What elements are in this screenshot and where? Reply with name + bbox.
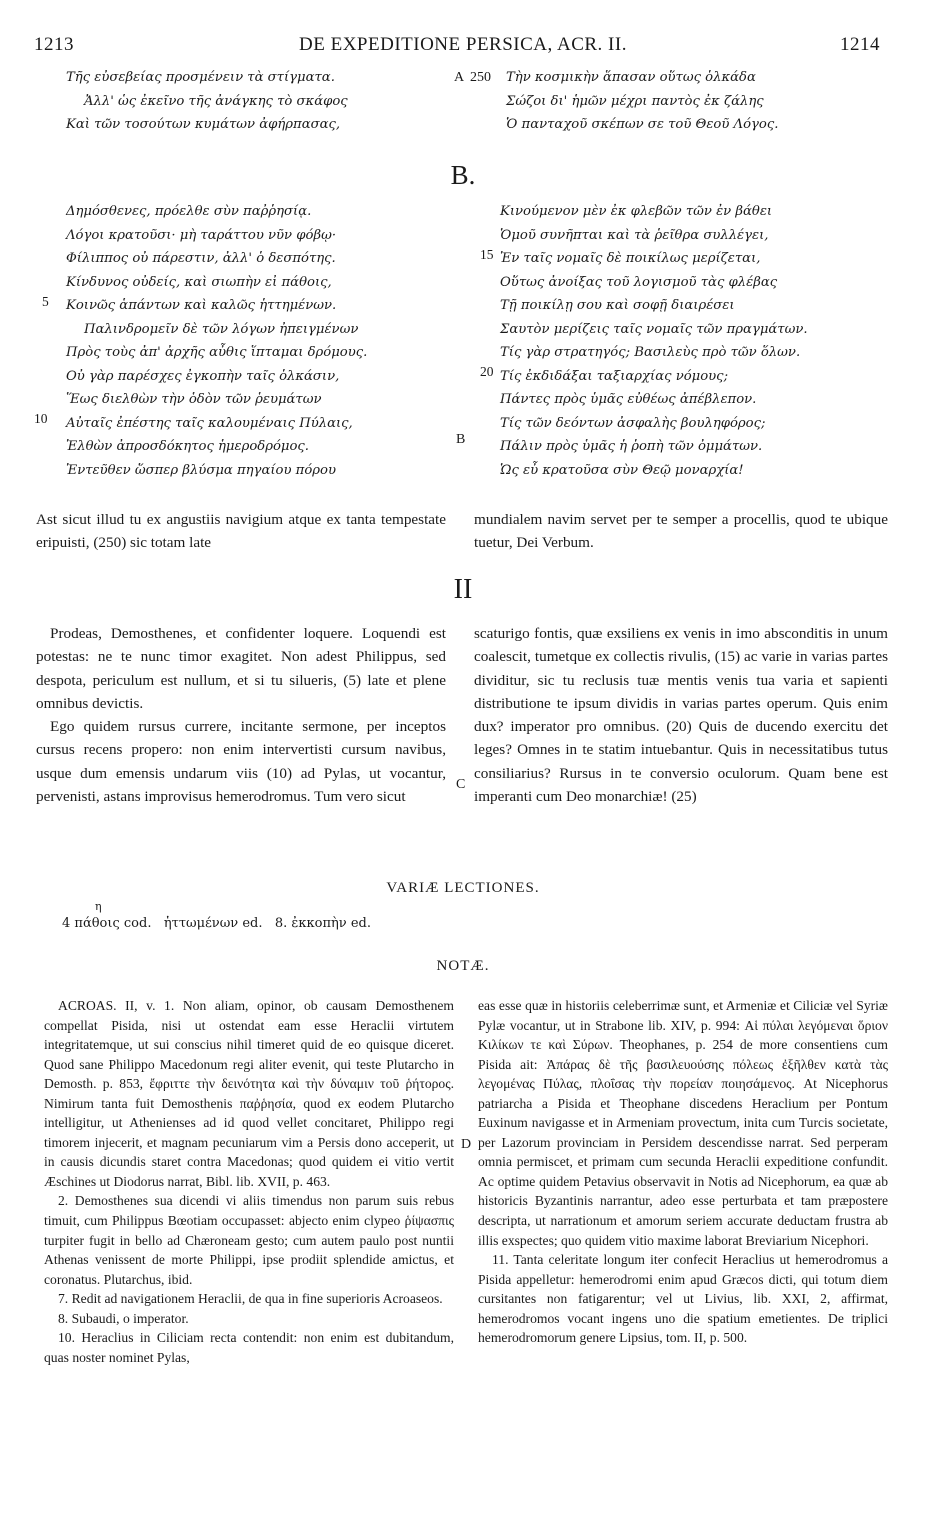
line-number-250: 250 — [470, 70, 491, 85]
verse-line: Κίνδυνος οὐδείς, καὶ σιωπὴν εἰ πάθοις, — [66, 274, 332, 290]
b-greek-left — [66, 200, 466, 482]
verse-line: Ἐλθὼν ἀπροσδόκητος ἡμεροδρόμος. — [66, 439, 309, 454]
latin-paragraph: Ego quidem rursus currere, incitante sermone, per inceptos cursus recens propero: non enim intervertisti cursum navibus, usque dum emensis undarum viis (10) ad Pylas, ut vocantur, pervenisti, astans improvisus hemerodromus. Tum vero sicut — [36, 718, 446, 806]
note-paragraph: 7. Redit ad navigationem Heraclii, de qua in fine superioris Acroaseos. — [58, 1291, 443, 1307]
verse-line: Ὁ πανταχοῦ σκέπων σε τοῦ Θεοῦ Λόγος. — [506, 117, 779, 132]
verse-line: Τὴν κοσμικὴν ἅπασαν οὕτως ὁλκάδα — [506, 70, 756, 85]
verse-line: Σώζοι δι' ἡμῶν μέχρι παντὸς ἐκ ζάλης — [506, 93, 764, 109]
left-page-number: 1213 — [34, 34, 74, 55]
running-title: DE EXPEDITIONE PERSICA, ACR. II. — [299, 34, 627, 55]
verse-line: Ἕως διελθὼν τὴν ὁδὸν τῶν ῥευμάτων — [66, 392, 322, 407]
margin-letter-a: A — [454, 70, 465, 85]
notae-heading: NOTÆ. — [436, 958, 490, 974]
verse-line: Οὕτως ἀνοίξας τοῦ λογισμοῦ τὰς φλέβας — [500, 274, 778, 290]
note-paragraph: ACROAS. II, v. 1. Non aliam, opinor, ob causam Demosthenem compellat Pisida, nisi ut ostendat eam esse Heraclii virtutem integritatemque, ut sui conscius nihil timeret quid de eo quisque diceret. Quod sane Philippo Macedonum regi aliter evenit, qui teste Plutarcho in Demosth. p. 853, ἔφριττε τὴν δεινότητα καὶ τὴν δύναμιν τοῦ ῥήτορος. Nimirum tanta fuit Demosthenis παῤῥησία, quod ex eodem Plutarcho intelligitur, ut Athenienses ad id quod vellet concitaret, Philippo regi timorem injecerit, et magnam pecuniarum vim a Persis dono acceperit, ut in causis dicundis staret contra Macedonas; quod quidem ei vitio vertit Æschines ut Diodorus narrat, Bibl. lib. XVII, p. 463. — [44, 998, 454, 1189]
verse-line: Ἀλλ' ὡς ἐκεῖνο τῆς ἀνάγκης τὸ σκάφος — [84, 93, 348, 109]
margin-letter-c: C — [456, 777, 466, 792]
top-greek-right — [506, 66, 906, 137]
verse-line: Κινούμενον μὲν ἐκ φλεβῶν τῶν ἐν βάθει — [500, 204, 773, 219]
notes-right-column — [478, 996, 888, 1348]
verse-line: Πάντες πρὸς ὑμᾶς εὐθέως ἀπέβλεπον. — [500, 392, 757, 407]
b-greek-right — [500, 200, 910, 482]
verse-line: Αὐταῖς ἐπέστης ταῖς καλουμέναις Πύλαις, — [66, 415, 353, 431]
verse-line: Φίλιππος οὐ πάρεστιν, ἀλλ' ὁ δεσπότης. — [66, 251, 336, 266]
latin-top-right: mundialem navim servet per te semper a procellis, quod te ubique tuetur, Dei Verbum. — [474, 511, 888, 552]
section-heading-b: B. — [450, 160, 476, 190]
verse-line: Τίς γὰρ στρατηγός; Βασιλεὺς πρὸ τῶν ὅλων. — [500, 345, 801, 360]
verse-line: Ἐν ταῖς νομαῖς δὲ ποικίλως μερίζεται, — [500, 251, 761, 266]
latin-ii-left — [36, 622, 446, 808]
margin-letter-d: D — [461, 1137, 472, 1152]
verse-line: Ὁμοῦ συνῆπται καὶ τὰ ῥεῖθρα συλλέγει, — [500, 227, 769, 243]
verse-line: Τῇ ποικίλῃ σου καὶ σοφῇ διαιρέσει — [500, 298, 735, 313]
verse-line: Τίς τῶν δεόντων ἀσφαλὴς βουληφόρος; — [500, 415, 766, 431]
note-paragraph: 11. Tanta celeritate longum iter confecit Heraclius ut hemerodromus a Pisida appelletur: hemerodromi enim apud Græcos dicti, qui totum diem cursitantes non fatigarentur; vel ut Livius, lib. XXI, 2, affirmat, hemerodromos vocant ingens uno die spatium emetientes. De triplici hemerodromorum genere Lipsius, tom. II, p. 500. — [478, 1252, 888, 1346]
latin-top-left: Ast sicut illud tu ex angustiis navigium atque ex tanta tempestate eripuisti, (250) sic totam late — [36, 511, 446, 552]
line-number-15: 15 — [480, 247, 494, 262]
verse-line: Πρὸς τοὺς ἀπ' ἀρχῆς αὖθις ἵπταμαι δρόμους. — [66, 345, 368, 360]
notes-left-column — [44, 996, 454, 1367]
verse-line: Πάλιν πρὸς ὑμᾶς ἡ ῥοπὴ τῶν ὀμμάτων. — [500, 439, 763, 454]
verse-line: Λόγοι κρατοῦσι· μὴ ταράττου νῦν φόβῳ· — [66, 227, 337, 243]
line-number-20: 20 — [480, 364, 494, 379]
note-paragraph: 10. Heraclius in Ciliciam recta contendit: non enim est dubitandum, quas noster nominet Pylas, — [44, 1330, 454, 1365]
verse-line: Τῆς εὐσεβείας προσμένειν τὰ στίγματα. — [66, 70, 335, 85]
verse-line: Παλινδρομεῖν δὲ τῶν λόγων ἠπειγμένων — [84, 321, 359, 337]
verse-line: Ὡς εὖ κρατοῦσα σὺν Θεῷ μοναρχία! — [500, 462, 744, 478]
verse-line: Ἐντεῦθεν ὥσπερ βλύσμα πηγαίου πόρου — [66, 462, 336, 478]
verse-line: Κοινῶς ἁπάντων καὶ καλῶς ἡττημένων. — [66, 298, 337, 313]
verse-line: Καὶ τῶν τοσούτων κυμάτων ἀφήρπασας, — [66, 117, 341, 132]
margin-letter-b: B — [456, 432, 466, 447]
verse-line: Οὐ γὰρ παρέσχες ἐγκοπὴν ταῖς ὁλκάσιν, — [66, 368, 340, 384]
variant-superscript: η — [95, 900, 102, 913]
section-heading-ii: II — [453, 574, 473, 605]
latin-ii-right: scaturigo fontis, quæ exsiliens ex venis in imo absconditis in unum coalescit, tumetque ex collectis rivulis, (15) ac varie in varias partes dividitur, sic tu reclusis tuæ mentis venis tua varia et sapienti distributione te ipsum dividis in varias partes operum. Quis enim dux? imperator pro omnibus. (20) Quis de ducendo exercitu det leges? Omnes in te statim intuebantur. Quis in necessitatibus tutus consiliarius? Rursus in te conversio oculorum. Quam bene est imperanti cum Deo monarchiæ! (25) — [474, 625, 888, 806]
line-number-5: 5 — [42, 294, 49, 309]
latin-paragraph: Prodeas, Demosthenes, et confidenter loquere. Loquendi est potestas: ne te nunc timor exagitet. Non adest Philippus, sed despota, periculum est nullum, et si tu silueris, (5) late et plene omnibus devictis. — [36, 625, 446, 712]
verse-line: Τίς ἐκδιδάξαι ταξιαρχίας νόμους; — [500, 368, 729, 384]
note-paragraph: eas esse quæ in historiis celeberrimæ sunt, et Armeniæ et Ciliciæ vel Syriæ Pylæ vocantur, ut in Strabone lib. XIV, p. 994: Αἱ πύλαι λεγόμεναι ὅριον Κιλίκων τε καὶ Σύρων. Theophanes, p. 254 de more consentiens cum Pisida ait: Ἀπάρας δὲ τῆς βασιλευούσης πόλεως ἐξῆλθεν κατὰ τὰς λεγομένας Πύλας, πλοΐσας τὴν πορείαν ποιησάμενος. At Nicephorus patriarcha a Pisida et Theophane discedens Heraclium per Pontum Euxinum navigasse et in Armeniam provectum, inita cum Turcis societate, per Lazorum provinciam in Persidem descendisse narrat. Sed perperam omnia permiscet, et primam cum secunda Heraclii expeditione confundit. Ac optime quidem Petavius observavit in Notis ad Nicephorum, ea quæ ab historicis Byzantinis narrantur, adeo esse perturbata et tam præpostere descripta, ut narrationum et amorum seriem accurate deductam frustra ab illis exspectes; quo quidem vitio maxime laborat Breviarium Nicephori. — [478, 998, 888, 1248]
verse-line: Σαυτὸν μερίζεις ταῖς νομαῖς τῶν πραγμάτων. — [500, 321, 808, 337]
note-paragraph: 2. Demosthenes sua dicendi vi aliis timendus non parum suis rebus timuit, cum Philippus Bœotiam occupasset: abjecto enim clypeo ῥίψασπις turpiter fugit in bello ad Chæroneam gesto; cum autem paulo post nuntii Athenas venissent de morte Philippi, ipse prodiit splendide amictus, et coronatus. Plutarchus, ibid. — [44, 1193, 454, 1287]
line-number-10: 10 — [34, 411, 48, 426]
note-paragraph: 8. Subaudi, o imperator. — [58, 1310, 189, 1326]
variae-text: 4 πάθοις cod. ἡττωμένων ed. 8. ἐκκοπὴν ed. — [62, 916, 371, 931]
variae-heading: VARIÆ LECTIONES. — [386, 880, 540, 896]
top-greek-left — [66, 66, 456, 137]
verse-line: Δημόσθενες, πρόελθε σὺν παῤῥησίᾳ. — [66, 204, 312, 219]
right-page-number: 1214 — [840, 34, 880, 55]
